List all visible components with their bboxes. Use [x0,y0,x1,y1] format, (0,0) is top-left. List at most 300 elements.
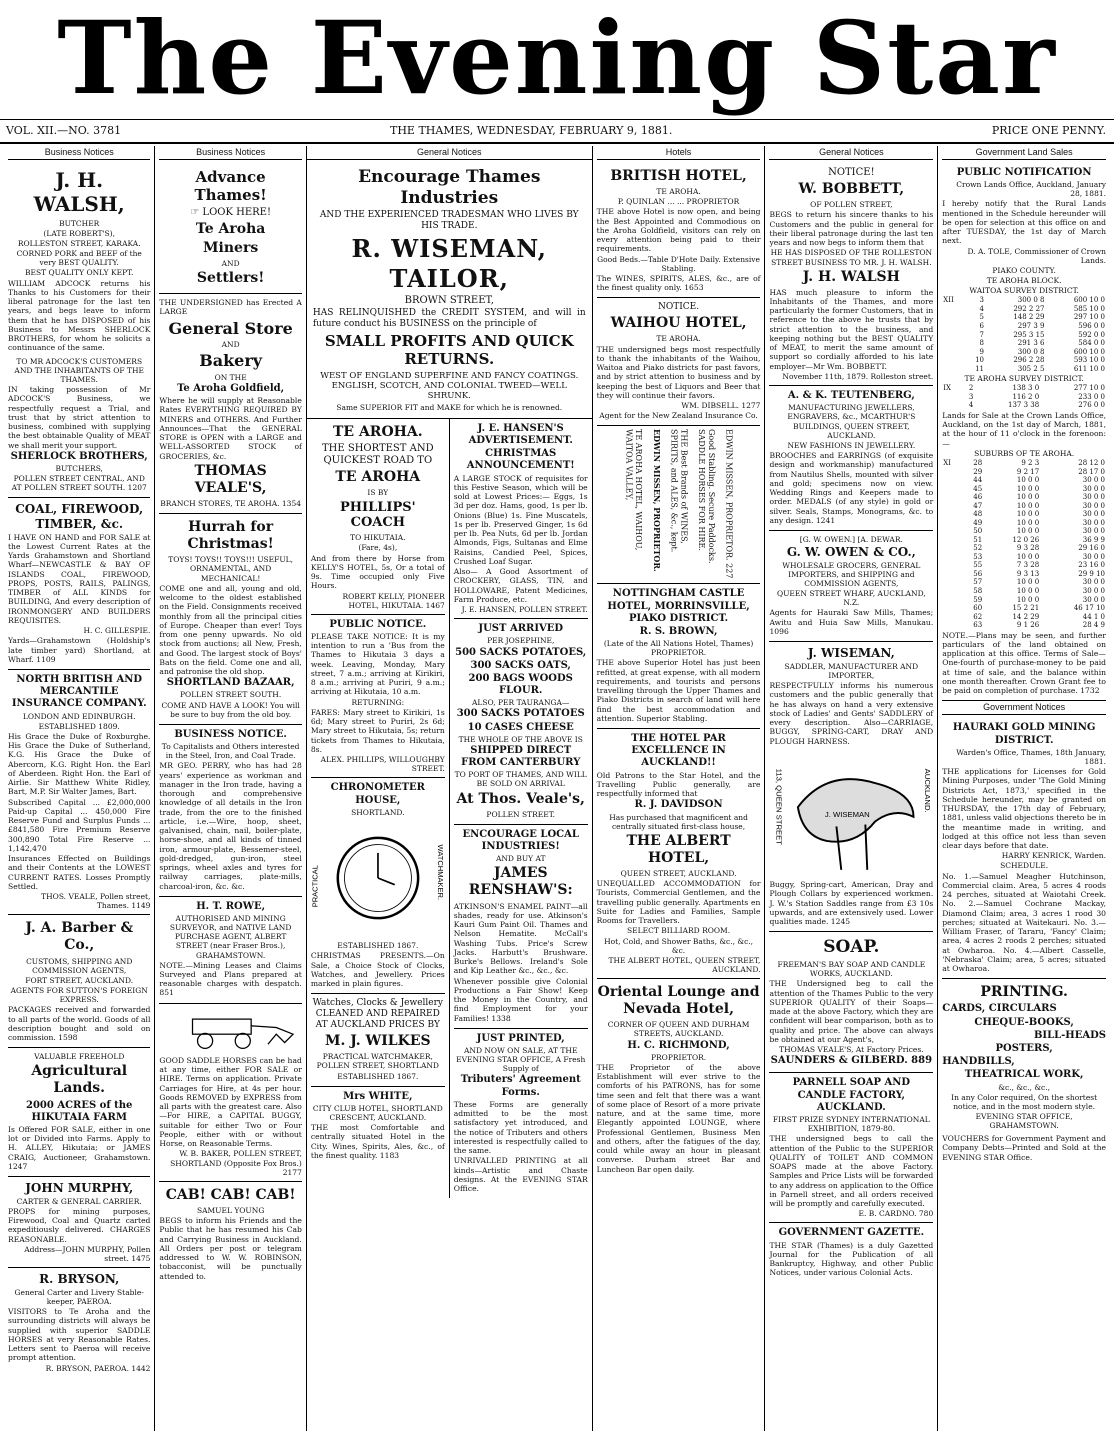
ad-heading: Te Aroha Goldfield, [177,382,285,394]
table-cell: 116 2 0 [1012,392,1040,401]
ad-signature: D. A. TOLE, Commissioner of Crown Lands. [967,246,1107,265]
table-cell: 9 1 26 [1016,621,1040,630]
ad-sub: TO PORT OF THAMES, AND WILL BE SOLD ON ARRIVAL [454,770,587,789]
ad-heading: 500 SACKS POTATOES, [455,646,587,658]
table-cell: 600 10 0 [1073,347,1106,356]
ad-body: THE most Comfortable and centrally situated Hotel in the City. Wines, Spirits, Ales, &c., of the finest quality. 1183 [310,1123,445,1160]
table-cell: 63 [973,621,983,630]
table-cell: 30 0 0 [1082,578,1106,587]
ad-body: I HAVE ON HAND and FOR SALE at the Lowest Current Rates at the Yards Grahamstown and Shortland Wharf—NEWCASTLE & BAY OF ISLANDS COAL, FIREWOOD, PROPS, POSTS, RAILS, PALINGS, TIMBER of ALL KINDS for BUILDING, And every description of IRONMONGERY AND BUILDERS REQUISITES. [8,532,151,625]
general-store-ad [159,294,301,514]
ad-heading: W. BOBBETT, [798,181,905,198]
ad-heading: H. C. RICHMOND, [627,1039,730,1051]
ad-body: THE undersigned begs to call the attention of the Public to the SUPERIOR QUALITY of TOILET AND COMMON SOAPS made at the above Factory. Samples and Price Lists will be forwarded to any address on application to the Office in Parnell street, and all orders received will be promptly and carefully executed. [769,1134,934,1209]
ad-signature: ALEX. PHILLIPS, WILLOUGHBY STREET. [320,755,445,774]
table-cell: 46 [973,493,983,502]
ad-sub: ALSO, PER TAURANGA— [472,698,570,708]
ad-sub: BEST QUALITY ONLY KEPT. [25,268,134,278]
table-cell: 291 3 6 [1017,339,1045,348]
place-date: THE THAMES, WEDNESDAY, FEBRUARY 9, 1881. [390,124,673,137]
ad-signature: J. E. HANSEN, POLLEN STREET. [461,605,588,615]
table-row [942,365,1106,374]
ad-body: Buggy, Spring-cart, American, Dray and Plough Collars by experienced workmen. J. W.'s Station Saddles range from £3 10s upwards, and are extensively used. Lower qualities made. 1245 [769,880,934,927]
ad-body: I hereby notify that the Rural Lands mentioned in the Schedule hereunder will be open for selection at this office on and after TUESDAY, the 1st day of March next. [942,199,1107,246]
ad-sub: Agent for the New Zealand Insurance Co. [599,411,758,421]
ad-body: Also— A Good Assortment of CROCKERY, GLASS, TIN, and HOLLOWARE, Patent Medicines, Farm Produce, etc. [453,567,588,604]
table-row [942,621,1106,630]
table-row [942,544,1106,553]
pointing-hand-icon: ☞ [190,206,203,218]
coach-ad [311,419,445,615]
rotated-line: EDWIN MISSEN, PROPRIETOR. [651,429,662,573]
table-cell: 296 2 28 [1013,356,1045,365]
ad-sub: CARTER & GENERAL CARRIER. [16,1196,142,1206]
table-row [942,401,1106,410]
ad-sub: P. QUINLAN ... ... PROPRIETOR [617,197,740,207]
ad-sub: AND NOW ON SALE, AT THE EVENING STAR OFFICE, A Fresh Supply of [456,1045,586,1074]
table-cell: 44 1 0 [1082,612,1106,621]
ad-sub: TE AROHA SURVEY DISTRICT. [964,374,1084,384]
ad-body: MR GEO. PERRY, who has had 28 years' experience as workman and manager in the Iron trade, having a thorough and comprehensive knowledge of all details in the Iron trade, from the ore to the finished article, i.e.—Wire, hoop, sheet, galvanised, chain, nail, boiler-plate, horse-shoe, and all kinds of tinned iron, armour-plate, Bessemer-steel, gold-dredged, gun-iron, steel springs, wheel axles and tyres for railway carriages, plate-mills, charcoal-iron, &c. &c. [159,761,302,891]
section-header: Government Notices [942,701,1106,715]
ad-sub: TOYS! TOYS!! TOYS!!! USEFUL, ORNAMENTAL, AND MECHANICAL! [168,555,294,583]
table-cell [942,305,965,314]
ad-body: Lands for Sale at the Crown Lands Office, Auckland, on the 1st day of March, 1881, at the hour of 11 o'clock in the forenoon:— [942,410,1107,448]
ad-sub: Has purchased that magnificent and centrally situated first-class house, [609,812,748,831]
table-row [942,339,1106,348]
ad-sub: CITY CLUB HOTEL, SHORTLAND CRESCENT, AUCKLAND. [312,1103,443,1123]
ad-sub: NOTICE! [828,166,875,178]
table-cell: 593 10 0 [1073,356,1106,365]
table-row [942,519,1106,528]
ad-sub: COME AND HAVE A LOOK! You will be sure to buy from the old boy. [161,700,300,719]
table-row [942,296,1106,305]
table-cell [942,553,961,562]
ad-body: THE applications for Licenses for Gold Mining Purposes, under 'The Gold Mining Districts Act, 1873,' specified in the Schedule hereunder, may be granted on THURSDAY, the 17th day of February, 1881, unless valid objections thereto be in the meantime made in writing, and lodged at this office not less than seven clear days before that date. [942,767,1107,851]
table-row [942,384,1106,393]
ad-sub: OF POLLEN STREET, [810,200,893,210]
ad-body: ATKINSON'S ENAMEL PAINT—all shades, ready for use. Atkinson's Kauri Gum Paint Oil. Thames and Nelson Hematite. McCall's Washing Tubs. Price's Screw Jacks. Harbutt's Brushware. Burke's Bellows. Ireland's Sole and Kip Leather &c., &c., &c. [453,901,588,976]
ad-heading: R. BRYSON, [39,1272,120,1287]
price: PRICE ONE PENNY. [991,124,1106,137]
printed-ad [454,1029,588,1198]
white-hotel-ad [311,1087,445,1165]
table-cell: 9 2 3 [1021,459,1040,468]
bryson-ad [8,1268,150,1377]
ad-heading: PHILLIPS' COACH [339,499,416,531]
ad-heading: BILL-HEADS [1033,1029,1107,1041]
hauraki-notice [942,718,1106,979]
table-cell [942,401,961,410]
ad-sub: THE SHORTEST AND QUICKEST ROAD TO [321,442,434,467]
ad-heading: 300 SACKS POTATOES [456,708,585,720]
table-cell: 30 0 0 [1082,476,1106,485]
ad-heading: BRITISH HOTEL, [610,167,747,184]
table-cell [942,313,965,322]
ad-sub: General Carter and Livery Stable-keeper, PAEROA. [14,1287,144,1306]
section-header: General Notices [769,146,933,160]
saddle-left-label: 113, QUEEN STREET [775,768,785,845]
table-row [942,331,1106,340]
table-cell: 9 3 28 [1016,544,1040,553]
ad-body: HAS RELINQUISHED the CREDIT SYSTEM, and will in future conduct his BUSINESS on the principle of [312,308,586,330]
table-cell [942,339,965,348]
rotated-line: Good Stabling. Secure Paddocks. SADDLE HORSES FOR HIRE. [697,429,716,564]
ad-sub: ON THE [214,372,247,382]
ad-sub: [G. W. OWEN.] [A. DEWAR. [799,535,903,545]
section-header: Government Land Sales [942,146,1106,160]
owen-ad [769,531,933,642]
table-cell: 55 [973,561,983,570]
table-cell [942,604,961,613]
column-1 [4,146,155,1431]
ad-heading: SOAP. [823,937,880,958]
table-cell: 10 0 0 [1016,476,1040,485]
table-cell: 300 0 8 [1017,296,1045,305]
ad-sub: In any Color required, On the shortest notice, and in the most modern style. [951,1092,1098,1111]
ad-heading: R. S. BROWN, [639,625,718,637]
chronometer-ad [311,778,445,994]
ad-sub: PROPRIETOR. [650,1052,707,1062]
ad-sub: CORNED PORK and BEEF of the very BEST QUALITY. [16,249,142,268]
table-cell: 30 0 0 [1082,501,1106,510]
ad-heading: Advance Thames! [194,167,267,205]
ad-sub: ROLLESTON STREET, KARAKA. [17,239,141,249]
ad-body: No. 1.—Samuel Meagher Hutchinson, Commercial claim. Area, 5 acres 4 roods 24 perches, situated at Waiotahi Creek. No. 2.—Samuel Cochrane Mackay, Diamond Claim; area, 3 acres 1 rood 30 perches; situated at Waitekauri. No. 3.—William Fraser, of Tararu, 'Fancy' Claim; area, 4 acres 2 roods 2 perches; situated at Owharoa. No. 4.—Albert Casselle, 'Nebraska' Claim; area, 5 acres; situated at Owharoa. [942,871,1107,974]
table-cell: 297 10 0 [1073,313,1106,322]
ad-sub: NOTICE. [657,302,700,313]
table-cell: 611 10 0 [1073,364,1106,373]
ad-heading: 300 SACKS OATS, [470,659,571,671]
table-cell: 297 3 9 [1017,321,1045,330]
ad-sub: Same SUPERIOR FIT and MAKE for which he is renowned. [336,402,563,412]
table-cell: 5 [979,313,984,322]
newspaper-title: The Evening Star [57,0,1057,117]
ad-sub: LONDON AND EDINBURGH. [22,711,136,721]
ad-sub: PRACTICAL WATCHMAKER, POLLEN STREET, SHORTLAND [316,1052,439,1071]
ad-body: VISITORS to Te Aroha and the surrounding districts will always be supplied with superior SADDLE HORSES at very Reasonable Rates. Letters sent to Paeroa will receive prompt attention. [8,1307,151,1363]
table-cell [942,485,961,494]
table-cell: 30 0 0 [1082,552,1106,561]
british-hotel-ad [597,163,761,298]
piako-land-table [942,296,1106,373]
ad-heading: Encourage Thames Industries [358,166,541,208]
ad-body: THE STAR (Thames) is a duly Gazetted Journal for the Publication of all Bankruptcy, Highway, and other Public Notices, under various Colonial Acts. [769,1240,934,1278]
table-cell: 7 3 28 [1016,561,1040,570]
ad-heading: Agricultural Lands. [31,1063,128,1097]
table-cell: 10 0 0 [1016,493,1040,502]
ad-heading: Miners [203,239,259,256]
table-cell: 12 0 26 [1012,535,1040,544]
rotated-ad [597,429,761,579]
ad-heading: PUBLIC NOTICE. [329,618,427,630]
ad-body: These Forms are generally admitted to be the most satisfactory yet introduced, and the notice of Tributers and others interested is respectfully called to the same. [453,1099,588,1155]
ad-body: PROPS for mining purposes, Firewood, Coal and Quartz carted expeditiously delivered. CHARGES REASONABLE. [8,1206,151,1244]
ad-sub: AUTHORISED AND MINING SURVEYOR, and NATIVE LAND PURCHASE AGENT, ALBERT STREET (near Fraser Bros.), GRAHAMSTOWN. [169,914,292,960]
saddle-right-label: AUCKLAND. [923,768,933,813]
ad-heading: J. A. Barber & Co., [25,920,134,954]
table-cell [942,596,961,605]
ad-sub: FREEMAN'S BAY SOAP AND CANDLE WORKS, AUCKLAND. [777,960,926,979]
ad-sub: BRANCH STORES, TE AROHA. 1354 [160,499,301,509]
ad-heading: THE HOTEL PAR EXCELLENCE IN AUCKLAND!! [631,733,726,769]
table-cell: 44 [973,476,983,485]
table-row [942,393,1106,402]
murphy-ad [8,1177,150,1268]
ad-heading: Settlers! [196,270,265,287]
albert-hotel-ad [597,729,761,979]
ad-heading: SHERLOCK BROTHERS, [10,450,148,462]
ad-heading: PUBLIC NOTIFICATION [956,166,1092,178]
table-cell: 36 9 9 [1082,535,1106,544]
ad-sub: QUEEN STREET, AUCKLAND. [620,869,737,879]
ad-heading: THEATRICAL WORK, [964,1069,1084,1081]
ad-heading: PRINTING. [980,984,1068,1001]
column-6 [938,146,1110,1431]
table-cell: 4 [979,304,984,313]
ad-body: The WINES, SPIRITS, ALES, &c., are of the finest quality only. 1653 [596,273,761,293]
table-cell: 137 3 38 [1008,401,1040,410]
ad-heading: J. H. WALSH, [33,167,125,217]
parnell-ad [769,1073,933,1223]
ad-body: Subscribed Capital ... £2,000,000 Paid-up Capital ... 450,000 Fire Reserve Fund and Surplus Funds ... £841,580 Fire Premium Reserve 300,890 Total Fire Reserve ... 1,142,470 [8,797,151,853]
ad-sub: BUTCHERS, [55,463,103,473]
table-cell: 9 2 17 [1016,467,1040,476]
ad-heading: A. & K. TEUTENBERG, [787,390,915,402]
ad-signature: Address—JOHN MURPHY, Pollen street. 1475 [24,1244,151,1264]
saddle-label: J. WISEMAN [825,809,871,819]
table-row [942,561,1106,570]
column-3-left [307,419,450,1198]
table-row [942,485,1106,494]
ad-sub: THE WHOLE OF THE ABOVE IS [458,734,583,744]
table-cell: 10 0 0 [1016,552,1040,561]
table-cell: XI [943,459,951,468]
ad-sub: WAITOA SURVEY DISTRICT. [969,286,1079,296]
ad-sub: CUSTOMS, SHIPPING AND COMMISSION AGENTS, [26,956,133,975]
table-cell: 10 [975,356,984,365]
ad-heading: At Thos. Veale's, [456,790,585,807]
ad-heading: CHRONOMETER HOUSE, [330,782,425,806]
printing-ad [942,979,1106,1167]
ad-heading: J. H. WALSH [802,268,900,285]
table-cell: 585 10 0 [1073,304,1106,313]
ad-body: UNEQUALLED ACCOMMODATION for Tourists, Commercial Gentlemen, and the travelling public generally. Apartments en Suite for Ladies and Families, Sample Rooms for Travellers. [596,879,761,926]
table-cell: 596 0 0 [1078,321,1106,330]
ad-sub: ESTABLISHED 1867. [337,941,419,951]
table-cell [942,578,961,587]
table-row [942,613,1106,622]
ad-body: PLEASE TAKE NOTICE: It is my intention to run a 'Bus from the Thames to Hikutaia 3 days a week. Leaving, Monday, Mary street, 7 a.m.; arriving at Kirikiri, 8 a.m.; arriving at Puriri, 9 a.m.; arriving at Hikutaia, 10 a.m. [310,631,445,697]
table-cell: 295 3 15 [1013,330,1045,339]
nottingham-hotel-ad [597,584,761,729]
table-cell [942,621,961,630]
ad-sub: POLLEN STREET CENTRAL, AND AT POLLEN STREET SOUTH. 1207 [11,474,147,493]
ad-sub: TE AROHA. [656,334,701,344]
ad-body: THE Undersigned beg to call the attention of the Thames Public to the very SUPERIOR QUALITY of their Soaps—made at the above Factory, which they are confident will bear comparison, both as to quality and price. The above can always be obtained at our Agent's, [769,979,934,1044]
ad-signature: ROBERT KELLY, PIONEER HOTEL, HIKUTAIA. 1467 [342,591,445,610]
ad-sub: TO MR ADCOCK'S CUSTOMERS AND THE INHABITANTS OF THE THAMES. [14,356,144,384]
saddler-ad [769,642,933,932]
ad-sub: NEW FASHIONS IN JEWELLERY. [787,440,916,450]
section-header: Business Notices [159,146,301,160]
suburbs-land-table [942,459,1106,630]
ad-heading: G. W. OWEN & CO., [786,545,916,560]
table-row [942,604,1106,613]
table-cell: 58 [973,587,983,596]
table-cell [942,613,961,622]
bobbett-ad [769,163,933,386]
section-header: General Notices [307,146,592,160]
table-cell: 14 2 29 [1012,612,1040,621]
ad-heading: 2000 ACRES of the HIKUTAIA FARM [26,1099,133,1123]
ad-body: Where he will supply at Reasonable Rates EVERYTHING REQUIRED BY MINERS and OTHERS. And Further Announces—That the GENERAL STORE is OPEN with a LARGE and WELL-ASSORTED STOCK of GROCERIES, &c. [159,396,302,461]
ad-sub: WEST OF ENGLAND SUPERFINE AND FANCY COATINGS. ENGLISH, SCOTCH, AND COLONIAL TWEED—WELL SHRUNK. [320,370,579,402]
ad-sub: FIRST PRIZE SYDNEY INTERNATIONAL EXHIBITION, 1879-80. [772,1115,930,1134]
ad-heading: R. J. DAVIDSON [634,799,723,811]
table-cell: 52 [973,544,983,553]
ad-sub: AND BUY AT [495,854,546,864]
table-cell: 7 [979,330,984,339]
table-cell [942,365,965,374]
table-cell: 10 0 0 [1016,587,1040,596]
cab-ad [159,1182,301,1286]
ad-heading: NOTTINGHAM CASTLE HOTEL, MORRINSVILLE, PIAKO DISTRICT. [607,588,750,624]
rotated-line: EDWIN MISSEN, PROPRIETOR. 227 [724,429,734,579]
columns [4,146,1110,1431]
teutenberg-ad [769,386,933,531]
ad-body: BEGS to inform his Friends and the Public that he has resumed his Cab and Carrying Business in Auckland. All Orders per post or telegram addressed to W. W. ROBINSON, tobacconist, will be punctually attended to. [159,1216,302,1281]
ad-heading: ENCOURAGE LOCAL INDUSTRIES! [462,828,579,853]
ad-body: THE Proprietor of the above Establishment will ever strive to the comforts of his PATRONS, has for some time seen and felt that there was a want of some place of Resort of a more private nature, and at the same time, more Elegantly appointed LOUNGE, where Professional Gentlemen, Business Men and others, after the fatigues of the day, could while away an hour in pleasant converse. Durham street Bar and Luncheon Bar open daily. [596,1062,761,1174]
table-cell: 10 0 0 [1016,484,1040,493]
ad-signature: HARRY KENRICK, Warden. [1001,851,1107,861]
ad-sub: FORT STREET, AUCKLAND. [25,975,134,985]
column-4 [593,146,766,1431]
table-cell: 30 0 0 [1082,493,1106,502]
table-cell: 600 10 0 [1073,296,1106,305]
table-row [942,356,1106,365]
clock-right-label: WATCHMAKER. [436,844,445,900]
table-cell: 233 0 0 [1078,392,1106,401]
table-cell [942,570,961,579]
ad-body: Whenever possible give Colonial Productions a Fair Show! Keep the Money in the Country, and find Employment for your Families! 1338 [453,976,588,1023]
column-3-split [307,419,592,1198]
ad-sub: CORNER OF QUEEN AND DURHAM STREETS, AUCKLAND. [607,1020,750,1039]
ad-heading: JAMES RENSHAW'S: [468,865,573,899]
ad-heading: HANDBILLS, [942,1056,1015,1068]
table-cell: 9 [979,347,984,356]
table-cell [942,348,965,357]
ad-sub: Good Beds.—Table D'Hote Daily. Extensive Stabling. [597,254,760,273]
ad-sub: SUBURBS OF TE AROHA. [974,448,1075,458]
ad-sub: HE HAS DISPOSED OF THE ROLLESTON STREET BUSINESS TO MR. J. H. WALSH. [770,248,933,267]
clock-left-label: PRACTICAL [310,865,320,908]
table-cell: 48 [973,510,983,519]
ad-signature: WM. DIBSELL. 1277 [681,401,761,411]
ad-heading: TE AROHA. [332,423,423,440]
ad-body: Agents for Hauraki Saw Mills, Thames; Awitu and Huia Saw Mills, Manukau. 1096 [769,608,934,636]
table-cell [942,544,961,553]
ad-signature: H. C. GILLESPIE. [83,626,151,636]
ad-body: RESPECTFULLY informs his numerous customers and the public generally that he has always on hand a very extensive stock of Ladies' and Gents' SADDLERY of every description. Also—CARRIAGE, BUGGY, SPRING-CART, DRAY AND PLOUGH HARNESS. [769,681,934,746]
ad-signature: THE ALBERT HOTEL, QUEEN STREET, AUCKLAND. [608,955,761,974]
ad-heading: R. WISEMAN, TAILOR, [351,234,547,293]
table-cell [942,587,961,596]
table-cell [942,519,961,528]
ad-sub: POLLEN STREET SOUTH. [180,690,282,700]
table-cell: 29 16 0 [1078,544,1106,553]
crown-lands-notice [942,163,1106,701]
ad-heading: NORTH BRITISH AND MERCANTILE INSURANCE COMPANY. [11,674,147,710]
ad-sub: ESTABLISHED 1809. [38,721,120,731]
table-cell: 30 0 0 [1082,595,1106,604]
ad-heading: CAB! CAB! CAB! [165,1186,296,1203]
table-row [942,578,1106,587]
ad-heading: M. J. WILKES [325,1033,431,1050]
ad-sub: POLLEN STREET. [486,809,556,819]
table-row [942,527,1106,536]
table-cell: 2 [968,384,974,393]
table-cell: 3 [968,392,974,401]
ad-sub: WHOLESALE GROCERS, GENERAL IMPORTERS, and SHIPPING and COMMISSION AGENTS, [782,560,921,589]
ad-sub: AND THE EXPERIENCED TRADESMAN WHO LIVES BY HIS TRADE. [319,210,579,232]
ad-heading: PARNELL SOAP AND CANDLE FACTORY, AUCKLAND. [792,1077,911,1113]
ad-sub: AGENTS FOR SUTTON'S FOREIGN EXPRESS. [10,985,148,1005]
ad-body: FARES: Mary street to Kirikiri, 1s 6d; Mary street to Puriri, 2s 6d; Mary street to Hikutaia, 5s; return tickets from Thames to Hikutaia, 8s. [310,707,445,754]
just-arrived-ad [454,619,588,825]
ad-heading: CARDS, CIRCULARS [942,1003,1057,1015]
table-cell: IX [943,384,951,393]
ad-sub: (LATE ROBERT'S), [43,228,115,238]
table-row [942,570,1106,579]
table-cell: 57 [973,578,983,587]
section-header: Hotels [597,146,761,160]
table-cell: 8 [979,339,984,348]
ad-sub: TE AROHA. [656,187,701,197]
saddle-illustration [769,747,933,877]
ad-body: NOTE.—Plans may be seen, and further particulars of the land obtained on application at this office. Terms of Sale—One-fourth of purchase-money to be paid at time of sale, and the balance within one month thereafter. Crown Grant fee to be paid on completion of purchase. 1732 [942,630,1107,696]
rowe-ad [159,897,301,1004]
table-cell: 53 [973,552,983,561]
ad-sub: &c., &c., &c., [998,1082,1050,1092]
ad-signature: THOS. VEALE, Pollen street, Thames. 1149 [41,892,151,911]
table-cell [942,502,961,511]
table-cell: 277 10 0 [1073,384,1106,393]
ad-body: VOUCHERS for Government Payment and Company Debts—Printed and Sold at the EVENING STAR Office. [942,1134,1107,1162]
look-here [159,207,301,219]
table-cell: 584 0 0 [1078,339,1106,348]
table-cell: 4 [968,401,974,410]
ad-signature: Crown Lands Office, Auckland, January 28, 1881. [956,180,1107,199]
table-cell: 9 3 13 [1016,569,1040,578]
column-3 [307,146,593,1431]
ad-sub: AND [221,258,240,268]
ad-body: THE above Hotel is now open, and being the Best Appointed and Commodious on the Aroha Goldfield, visitors can rely on every attention being paid to their requirements. [596,207,761,254]
ad-heading: Te Aroha [195,220,266,237]
table-cell: 300 0 8 [1017,347,1045,356]
table-cell: 148 2 29 [1013,313,1045,322]
ad-body: THE above Superior Hotel has just been refitted, at great expense, with all modern requirements, and tourists and persons travelling through the Upper Thames and Piako Districts in search of land will here find the best accommodation and attention. Superior Stabling. [596,658,761,723]
table-cell: 10 0 0 [1016,501,1040,510]
ad-sub: PIAKO COUNTY. [992,265,1056,275]
table-cell [942,476,961,485]
ad-sub: Watches, Clocks & Jewellery CLEANED AND REPAIRED AT AUCKLAND PRICES BY [312,998,444,1031]
ad-heading: COAL, FIREWOOD, TIMBER, &c. [15,502,144,531]
ad-heading: JOHN MURPHY, [25,1181,134,1196]
table-row [942,510,1106,519]
ad-sub: BUTCHER [59,218,100,228]
